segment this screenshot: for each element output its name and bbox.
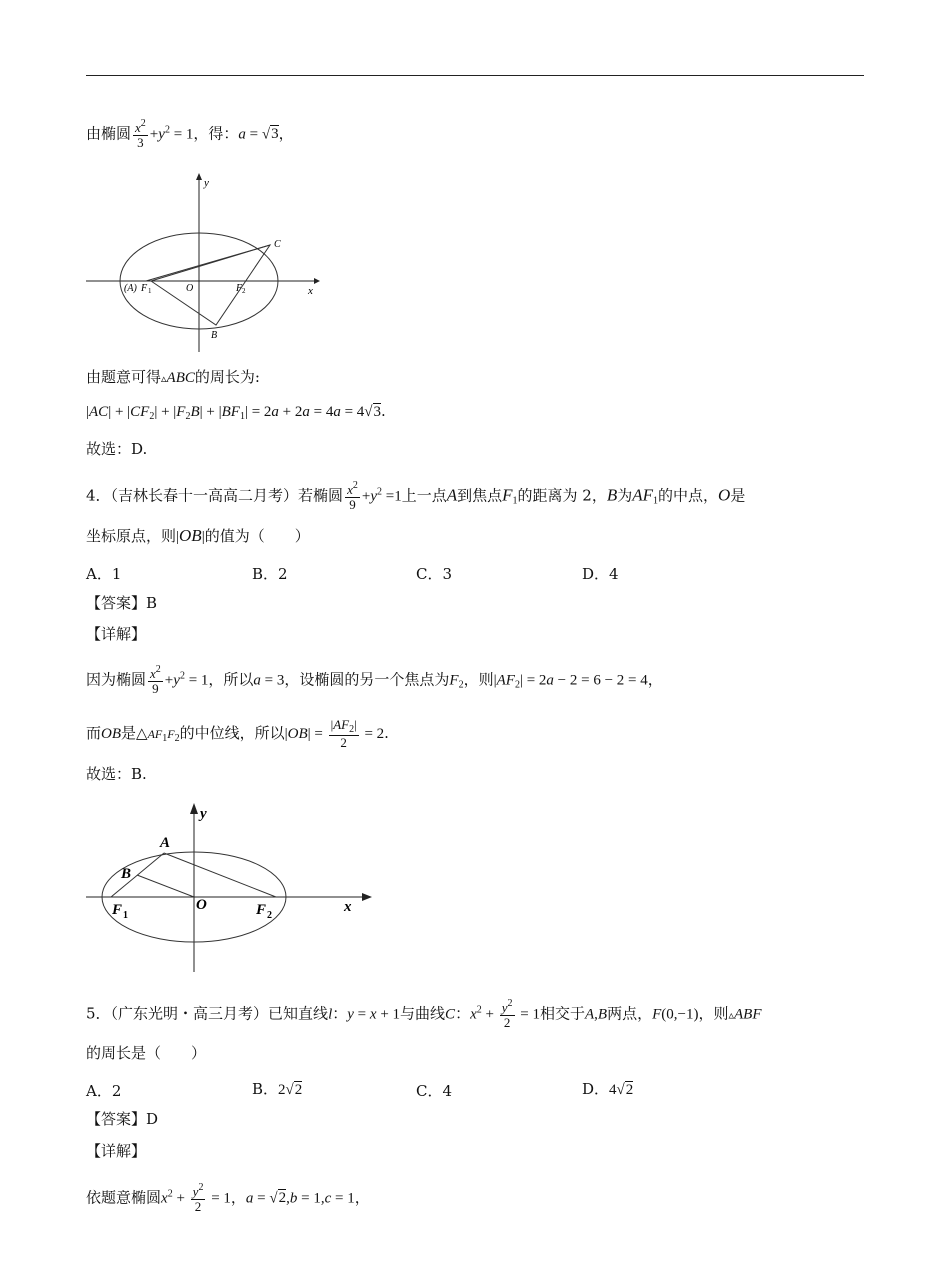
q5-stem-line1: 5．（广东光明・高三月考）已知直线l：y = x + 1与曲线C：$x^2$ + $\frac{y^2}{2}$ = 1相交于A,B两点，F(0,−1)，则▵ABF	[86, 998, 762, 1031]
q4-detail-line1: 因为椭圆 $\frac{x^2}{9}$ $+y^2 = 1$，所以a = 3，设椭圆的另一个焦点为$F_2$，则$|AF_2| = 2a - 2 = 6 - 2 = 4$，	[86, 664, 663, 697]
q4-option-a[interactable]: A．1	[86, 565, 122, 583]
label-f2: F	[236, 283, 243, 294]
ellipse-figure-1	[86, 170, 326, 355]
q4-stem-line1: 4．（吉林长春十一高高二月考）若椭圆 $\frac{x^2}{9}$ $+y^2 =1$上一点A到焦点$F_1$的距离为 2，B为$AF_1$的中点，O是	[86, 480, 746, 513]
label-o: O	[186, 283, 194, 294]
q4-choice: 故选：B.	[86, 765, 147, 783]
label-a: A	[160, 835, 171, 851]
label-f1: F	[112, 902, 123, 918]
q4-stem-line2: 坐标原点，则|OB|的值为（ ）	[86, 526, 310, 545]
q3-choice: 故选：D.	[86, 440, 148, 458]
q5-stem-line2: 的周长是（ ）	[86, 1044, 207, 1062]
fraction-x2-over-9: $\frac{x^2}{9}$	[347, 480, 358, 513]
label-f2-sub: 2	[267, 910, 272, 921]
label-o: O	[196, 897, 207, 913]
segment-ob	[137, 875, 194, 897]
q4-option-d[interactable]: D．4	[582, 565, 619, 583]
q4-detail-line2: 而OB是$\triangle AF_1F_2$的中位线，所以|OB| = $\frac{|AF_2|}{2}$ = 2.	[86, 717, 389, 750]
label-f2: F	[256, 902, 267, 918]
label-f1: F	[141, 283, 148, 294]
header-rule	[86, 75, 864, 76]
x-axis-arrow-icon	[362, 893, 372, 901]
segment-ac	[146, 245, 270, 281]
label-f1-sub: 1	[148, 287, 152, 295]
q5-option-a[interactable]: A．2	[86, 1082, 122, 1100]
q5-detail-label: 【详解】	[86, 1142, 147, 1160]
triangle-abc	[151, 245, 270, 325]
y-axis-arrow-icon	[196, 173, 202, 180]
q4-answer: 【答案】B	[86, 594, 158, 612]
q5-option-c[interactable]: C．4	[416, 1082, 453, 1100]
label-y: y	[200, 806, 207, 822]
q3-perimeter-intro: 由题意可得▵ABC的周长为:	[86, 368, 260, 386]
q5-answer: 【答案】D	[86, 1110, 159, 1128]
fraction-x2-over-3: $\frac{x^2}{3}$	[135, 118, 146, 151]
q4-detail-label: 【详解】	[86, 625, 147, 643]
x-axis-arrow-icon	[314, 278, 320, 284]
label-c: C	[274, 239, 281, 250]
label-y: y	[204, 177, 209, 189]
segment-af2	[164, 853, 276, 897]
label-x: x	[344, 899, 352, 915]
label-a: (A)	[124, 283, 137, 294]
ellipse-figure-2	[86, 800, 386, 975]
q5-detail-line1: 依题意椭圆$x^2$ + $\frac{y^2}{2}$ = 1，a = √2,b = 1,c = 1，	[86, 1182, 370, 1215]
y-axis-arrow-icon	[190, 803, 198, 814]
label-b: B	[211, 330, 218, 341]
label-f2-sub: 2	[242, 287, 246, 295]
label-x: x	[308, 285, 313, 297]
q5-option-d[interactable]: D．4√2	[582, 1080, 634, 1098]
label-f1-sub: 1	[123, 910, 128, 921]
label-b: B	[121, 866, 132, 882]
q3-line1: 由椭圆 $\frac{x^2}{3}$ $+y^2 = 1$，得：a = √3，	[86, 118, 294, 151]
q4-option-b[interactable]: B．2	[252, 565, 288, 583]
q4-option-c[interactable]: C．3	[416, 565, 453, 583]
q3-perimeter-eq: $|AC| + |CF_2| + |F_2B| + |BF_1| = 2a + 2a = 4a = 4√3$.	[86, 402, 386, 422]
q5-option-b[interactable]: B．2√2	[252, 1080, 303, 1098]
